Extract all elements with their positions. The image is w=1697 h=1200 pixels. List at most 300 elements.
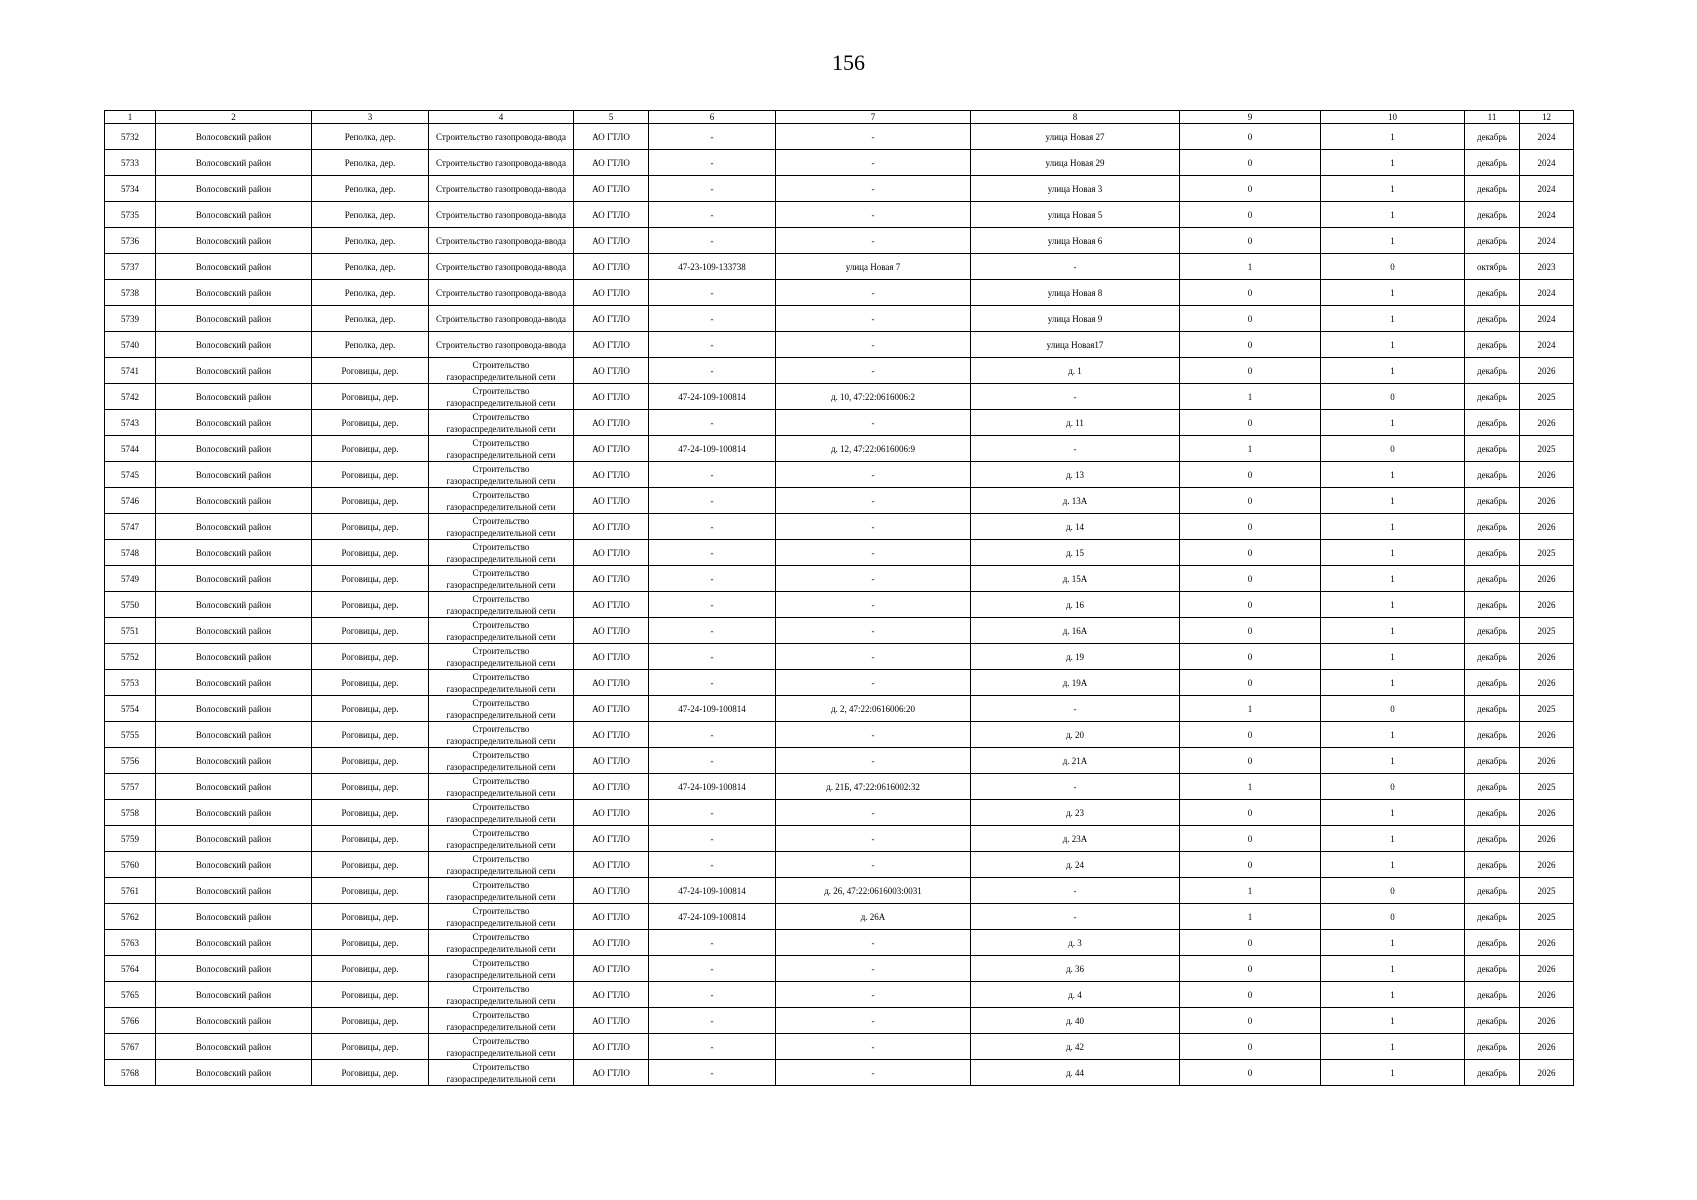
cell-settlement: Роговицы, дер. [312, 462, 429, 488]
cell-address-object: улица Новая 7 [776, 254, 971, 280]
cell-address: улица Новая 29 [971, 150, 1180, 176]
cell-month: декабрь [1465, 150, 1520, 176]
cell-value-b: 1 [1321, 982, 1465, 1008]
cell-address-object: - [776, 150, 971, 176]
table-row [105, 592, 1574, 618]
table-row [105, 566, 1574, 592]
cell-value-a: 0 [1180, 488, 1321, 514]
cell-district: Волосовский район [156, 254, 312, 280]
cell-month: декабрь [1465, 852, 1520, 878]
cell-address: д. 19 [971, 644, 1180, 670]
cell-value-a: 0 [1180, 540, 1321, 566]
table-row [105, 774, 1574, 800]
cell-row-number: 5739 [105, 306, 156, 332]
cell-address-object: - [776, 618, 971, 644]
cell-month: декабрь [1465, 644, 1520, 670]
cell-address-object: - [776, 332, 971, 358]
cell-year: 2026 [1520, 982, 1574, 1008]
cell-project-code: - [649, 150, 776, 176]
cell-district: Волосовский район [156, 644, 312, 670]
cell-project-code: - [649, 852, 776, 878]
cell-address-object: - [776, 202, 971, 228]
column-header: 11 [1465, 111, 1520, 124]
cell-work-type: Строительство газопровода-ввода [429, 254, 574, 280]
table-row [105, 1060, 1574, 1086]
cell-settlement: Роговицы, дер. [312, 592, 429, 618]
cell-value-a: 0 [1180, 1008, 1321, 1034]
cell-year: 2026 [1520, 592, 1574, 618]
cell-month: декабрь [1465, 774, 1520, 800]
cell-year: 2024 [1520, 202, 1574, 228]
cell-year: 2026 [1520, 670, 1574, 696]
table-row [105, 410, 1574, 436]
cell-value-b: 1 [1321, 722, 1465, 748]
cell-row-number: 5758 [105, 800, 156, 826]
cell-project-code: 47-24-109-100814 [649, 436, 776, 462]
cell-month: декабрь [1465, 124, 1520, 150]
cell-work-type: Строительство газораспределительной сети [429, 722, 574, 748]
column-header: 9 [1180, 111, 1321, 124]
cell-year: 2024 [1520, 306, 1574, 332]
table-row [105, 358, 1574, 384]
cell-row-number: 5752 [105, 644, 156, 670]
cell-address-object: д. 21Б, 47:22:0616002:32 [776, 774, 971, 800]
cell-settlement: Роговицы, дер. [312, 488, 429, 514]
cell-year: 2026 [1520, 644, 1574, 670]
cell-value-b: 0 [1321, 774, 1465, 800]
cell-month: декабрь [1465, 722, 1520, 748]
cell-address-object: - [776, 748, 971, 774]
cell-project-code: - [649, 592, 776, 618]
cell-value-a: 0 [1180, 176, 1321, 202]
cell-district: Волосовский район [156, 488, 312, 514]
cell-district: Волосовский район [156, 566, 312, 592]
cell-work-type: Строительство газопровода-ввода [429, 176, 574, 202]
cell-row-number: 5741 [105, 358, 156, 384]
cell-work-type: Строительство газораспределительной сети [429, 982, 574, 1008]
cell-organization: АО ГТЛО [574, 852, 649, 878]
cell-month: декабрь [1465, 670, 1520, 696]
cell-row-number: 5760 [105, 852, 156, 878]
cell-district: Волосовский район [156, 592, 312, 618]
cell-settlement: Роговицы, дер. [312, 1034, 429, 1060]
cell-value-b: 1 [1321, 826, 1465, 852]
cell-organization: АО ГТЛО [574, 618, 649, 644]
cell-settlement: Роговицы, дер. [312, 696, 429, 722]
cell-year: 2026 [1520, 462, 1574, 488]
cell-address-object: д. 10, 47:22:0616006:2 [776, 384, 971, 410]
cell-work-type: Строительство газораспределительной сети [429, 1060, 574, 1086]
cell-value-a: 0 [1180, 592, 1321, 618]
cell-address-object: - [776, 982, 971, 1008]
cell-value-b: 1 [1321, 1034, 1465, 1060]
cell-row-number: 5755 [105, 722, 156, 748]
cell-work-type: Строительство газораспределительной сети [429, 748, 574, 774]
cell-project-code: - [649, 722, 776, 748]
cell-row-number: 5762 [105, 904, 156, 930]
cell-row-number: 5764 [105, 956, 156, 982]
cell-district: Волосовский район [156, 410, 312, 436]
cell-row-number: 5733 [105, 150, 156, 176]
cell-year: 2024 [1520, 176, 1574, 202]
cell-project-code: - [649, 670, 776, 696]
table-row [105, 254, 1574, 280]
cell-address-object: д. 26, 47:22:0616003:0031 [776, 878, 971, 904]
cell-month: декабрь [1465, 306, 1520, 332]
cell-row-number: 5753 [105, 670, 156, 696]
cell-organization: АО ГТЛО [574, 826, 649, 852]
page-number: 156 [832, 50, 865, 75]
cell-address-object: - [776, 800, 971, 826]
cell-work-type: Строительство газопровода-ввода [429, 332, 574, 358]
cell-project-code: - [649, 280, 776, 306]
cell-value-b: 1 [1321, 410, 1465, 436]
register-table [104, 110, 1574, 1086]
cell-work-type: Строительство газораспределительной сети [429, 878, 574, 904]
cell-year: 2024 [1520, 332, 1574, 358]
cell-value-a: 0 [1180, 1060, 1321, 1086]
cell-district: Волосовский район [156, 124, 312, 150]
cell-year: 2025 [1520, 436, 1574, 462]
cell-value-a: 0 [1180, 930, 1321, 956]
cell-organization: АО ГТЛО [574, 306, 649, 332]
cell-organization: АО ГТЛО [574, 566, 649, 592]
cell-district: Волосовский район [156, 670, 312, 696]
cell-district: Волосовский район [156, 800, 312, 826]
cell-month: декабрь [1465, 618, 1520, 644]
cell-value-a: 0 [1180, 800, 1321, 826]
cell-organization: АО ГТЛО [574, 982, 649, 1008]
cell-year: 2024 [1520, 124, 1574, 150]
cell-address: улица Новая 8 [971, 280, 1180, 306]
cell-organization: АО ГТЛО [574, 696, 649, 722]
cell-row-number: 5765 [105, 982, 156, 1008]
cell-month: декабрь [1465, 488, 1520, 514]
cell-project-code: - [649, 748, 776, 774]
cell-value-a: 0 [1180, 644, 1321, 670]
cell-value-a: 0 [1180, 618, 1321, 644]
cell-value-b: 1 [1321, 280, 1465, 306]
cell-project-code: - [649, 176, 776, 202]
cell-value-b: 0 [1321, 904, 1465, 930]
cell-project-code: - [649, 930, 776, 956]
cell-project-code: - [649, 358, 776, 384]
cell-work-type: Строительство газораспределительной сети [429, 774, 574, 800]
cell-work-type: Строительство газораспределительной сети [429, 930, 574, 956]
cell-address-object: д. 26А [776, 904, 971, 930]
table-row [105, 852, 1574, 878]
cell-settlement: Реполка, дер. [312, 228, 429, 254]
table-row [105, 488, 1574, 514]
cell-settlement: Роговицы, дер. [312, 1060, 429, 1086]
cell-month: декабрь [1465, 384, 1520, 410]
cell-value-a: 0 [1180, 462, 1321, 488]
cell-value-a: 0 [1180, 982, 1321, 1008]
cell-value-a: 0 [1180, 410, 1321, 436]
cell-organization: АО ГТЛО [574, 228, 649, 254]
cell-address-object: - [776, 462, 971, 488]
cell-organization: АО ГТЛО [574, 592, 649, 618]
cell-project-code: 47-24-109-100814 [649, 878, 776, 904]
cell-year: 2026 [1520, 410, 1574, 436]
cell-district: Волосовский район [156, 514, 312, 540]
cell-settlement: Роговицы, дер. [312, 566, 429, 592]
cell-address: д. 36 [971, 956, 1180, 982]
cell-project-code: 47-24-109-100814 [649, 696, 776, 722]
cell-project-code: - [649, 306, 776, 332]
cell-settlement: Роговицы, дер. [312, 670, 429, 696]
cell-value-b: 1 [1321, 150, 1465, 176]
cell-address-object: - [776, 514, 971, 540]
cell-settlement: Роговицы, дер. [312, 774, 429, 800]
table-row [105, 124, 1574, 150]
cell-address: д. 4 [971, 982, 1180, 1008]
cell-settlement: Роговицы, дер. [312, 956, 429, 982]
column-header: 1 [105, 111, 156, 124]
cell-year: 2026 [1520, 358, 1574, 384]
cell-row-number: 5734 [105, 176, 156, 202]
cell-district: Волосовский район [156, 202, 312, 228]
cell-year: 2026 [1520, 488, 1574, 514]
cell-address: д. 16А [971, 618, 1180, 644]
cell-district: Волосовский район [156, 358, 312, 384]
cell-year: 2026 [1520, 514, 1574, 540]
cell-organization: АО ГТЛО [574, 748, 649, 774]
cell-settlement: Роговицы, дер. [312, 410, 429, 436]
table-row [105, 280, 1574, 306]
cell-settlement: Реполка, дер. [312, 124, 429, 150]
cell-value-b: 0 [1321, 696, 1465, 722]
cell-settlement: Реполка, дер. [312, 332, 429, 358]
cell-value-a: 0 [1180, 1034, 1321, 1060]
cell-value-a: 0 [1180, 748, 1321, 774]
cell-address: д. 16 [971, 592, 1180, 618]
cell-address: - [971, 436, 1180, 462]
cell-settlement: Роговицы, дер. [312, 826, 429, 852]
cell-address: д. 20 [971, 722, 1180, 748]
cell-organization: АО ГТЛО [574, 150, 649, 176]
cell-value-a: 0 [1180, 852, 1321, 878]
table-row [105, 618, 1574, 644]
cell-address-object: - [776, 722, 971, 748]
cell-address-object: - [776, 670, 971, 696]
cell-address: - [971, 384, 1180, 410]
cell-settlement: Роговицы, дер. [312, 748, 429, 774]
cell-month: декабрь [1465, 800, 1520, 826]
cell-project-code: - [649, 956, 776, 982]
cell-work-type: Строительство газораспределительной сети [429, 540, 574, 566]
cell-month: декабрь [1465, 462, 1520, 488]
cell-organization: АО ГТЛО [574, 514, 649, 540]
cell-address: д. 40 [971, 1008, 1180, 1034]
table-row [105, 826, 1574, 852]
cell-project-code: - [649, 1060, 776, 1086]
cell-organization: АО ГТЛО [574, 332, 649, 358]
cell-district: Волосовский район [156, 306, 312, 332]
cell-work-type: Строительство газораспределительной сети [429, 618, 574, 644]
cell-address: д. 23 [971, 800, 1180, 826]
cell-district: Волосовский район [156, 1034, 312, 1060]
cell-value-b: 1 [1321, 124, 1465, 150]
cell-district: Волосовский район [156, 878, 312, 904]
cell-work-type: Строительство газораспределительной сети [429, 358, 574, 384]
cell-organization: АО ГТЛО [574, 878, 649, 904]
cell-address-object: - [776, 644, 971, 670]
cell-address-object: - [776, 540, 971, 566]
cell-row-number: 5766 [105, 1008, 156, 1034]
cell-address: улица Новая 27 [971, 124, 1180, 150]
cell-address: д. 21А [971, 748, 1180, 774]
cell-project-code: 47-24-109-100814 [649, 904, 776, 930]
cell-value-a: 0 [1180, 306, 1321, 332]
cell-month: декабрь [1465, 930, 1520, 956]
cell-address: улица Новая 9 [971, 306, 1180, 332]
cell-value-b: 1 [1321, 644, 1465, 670]
cell-settlement: Роговицы, дер. [312, 930, 429, 956]
cell-value-b: 0 [1321, 878, 1465, 904]
cell-organization: АО ГТЛО [574, 670, 649, 696]
cell-month: декабрь [1465, 748, 1520, 774]
table-row [105, 228, 1574, 254]
cell-value-a: 0 [1180, 670, 1321, 696]
cell-project-code: - [649, 514, 776, 540]
cell-address: улица Новая 5 [971, 202, 1180, 228]
cell-settlement: Роговицы, дер. [312, 722, 429, 748]
table-row [105, 722, 1574, 748]
cell-settlement: Роговицы, дер. [312, 384, 429, 410]
cell-value-b: 1 [1321, 514, 1465, 540]
cell-organization: АО ГТЛО [574, 436, 649, 462]
cell-project-code: 47-24-109-100814 [649, 774, 776, 800]
cell-address-object: - [776, 1060, 971, 1086]
cell-row-number: 5743 [105, 410, 156, 436]
cell-value-a: 0 [1180, 280, 1321, 306]
cell-settlement: Роговицы, дер. [312, 436, 429, 462]
cell-district: Волосовский район [156, 696, 312, 722]
cell-address: д. 11 [971, 410, 1180, 436]
cell-row-number: 5742 [105, 384, 156, 410]
cell-month: декабрь [1465, 280, 1520, 306]
cell-organization: АО ГТЛО [574, 930, 649, 956]
cell-month: декабрь [1465, 1034, 1520, 1060]
cell-value-a: 0 [1180, 358, 1321, 384]
cell-year: 2024 [1520, 228, 1574, 254]
cell-organization: АО ГТЛО [574, 644, 649, 670]
cell-year: 2026 [1520, 956, 1574, 982]
cell-work-type: Строительство газораспределительной сети [429, 410, 574, 436]
cell-row-number: 5749 [105, 566, 156, 592]
cell-address-object: - [776, 228, 971, 254]
cell-settlement: Реполка, дер. [312, 280, 429, 306]
cell-work-type: Строительство газораспределительной сети [429, 852, 574, 878]
cell-district: Волосовский район [156, 176, 312, 202]
cell-district: Волосовский район [156, 722, 312, 748]
cell-month: декабрь [1465, 566, 1520, 592]
cell-organization: АО ГТЛО [574, 956, 649, 982]
cell-address-object: - [776, 566, 971, 592]
cell-settlement: Роговицы, дер. [312, 618, 429, 644]
cell-work-type: Строительство газопровода-ввода [429, 124, 574, 150]
cell-settlement: Роговицы, дер. [312, 904, 429, 930]
cell-organization: АО ГТЛО [574, 722, 649, 748]
table-row [105, 904, 1574, 930]
cell-address-object: - [776, 852, 971, 878]
table-row [105, 748, 1574, 774]
cell-month: декабрь [1465, 904, 1520, 930]
cell-district: Волосовский район [156, 1008, 312, 1034]
cell-month: декабрь [1465, 956, 1520, 982]
cell-row-number: 5761 [105, 878, 156, 904]
cell-value-a: 0 [1180, 566, 1321, 592]
cell-settlement: Роговицы, дер. [312, 358, 429, 384]
cell-organization: АО ГТЛО [574, 358, 649, 384]
cell-address: д. 44 [971, 1060, 1180, 1086]
cell-project-code: - [649, 332, 776, 358]
cell-work-type: Строительство газораспределительной сети [429, 826, 574, 852]
cell-district: Волосовский район [156, 930, 312, 956]
cell-row-number: 5759 [105, 826, 156, 852]
cell-settlement: Реполка, дер. [312, 254, 429, 280]
cell-work-type: Строительство газопровода-ввода [429, 150, 574, 176]
cell-organization: АО ГТЛО [574, 202, 649, 228]
cell-value-b: 1 [1321, 176, 1465, 202]
cell-district: Волосовский район [156, 748, 312, 774]
cell-value-a: 1 [1180, 904, 1321, 930]
cell-row-number: 5754 [105, 696, 156, 722]
cell-address: улица Новая17 [971, 332, 1180, 358]
cell-project-code: - [649, 410, 776, 436]
cell-organization: АО ГТЛО [574, 124, 649, 150]
cell-row-number: 5750 [105, 592, 156, 618]
cell-row-number: 5751 [105, 618, 156, 644]
column-header: 2 [156, 111, 312, 124]
cell-address-object: - [776, 358, 971, 384]
cell-project-code: - [649, 644, 776, 670]
table-row [105, 202, 1574, 228]
cell-row-number: 5737 [105, 254, 156, 280]
cell-year: 2025 [1520, 540, 1574, 566]
column-header: 5 [574, 111, 649, 124]
cell-value-b: 1 [1321, 592, 1465, 618]
cell-work-type: Строительство газораспределительной сети [429, 956, 574, 982]
cell-district: Волосовский район [156, 228, 312, 254]
cell-value-a: 0 [1180, 722, 1321, 748]
cell-district: Волосовский район [156, 384, 312, 410]
cell-value-a: 0 [1180, 150, 1321, 176]
cell-month: декабрь [1465, 826, 1520, 852]
cell-year: 2025 [1520, 696, 1574, 722]
cell-row-number: 5747 [105, 514, 156, 540]
cell-year: 2026 [1520, 748, 1574, 774]
table-row [105, 982, 1574, 1008]
cell-settlement: Роговицы, дер. [312, 878, 429, 904]
cell-year: 2025 [1520, 878, 1574, 904]
cell-address-object: - [776, 1034, 971, 1060]
cell-value-a: 1 [1180, 436, 1321, 462]
cell-address-object: - [776, 488, 971, 514]
cell-settlement: Реполка, дер. [312, 202, 429, 228]
cell-work-type: Строительство газораспределительной сети [429, 800, 574, 826]
table-row [105, 436, 1574, 462]
cell-district: Волосовский район [156, 332, 312, 358]
cell-work-type: Строительство газопровода-ввода [429, 202, 574, 228]
cell-settlement: Роговицы, дер. [312, 540, 429, 566]
cell-value-a: 0 [1180, 514, 1321, 540]
cell-district: Волосовский район [156, 826, 312, 852]
table-row [105, 384, 1574, 410]
cell-address: д. 14 [971, 514, 1180, 540]
cell-address: д. 13 [971, 462, 1180, 488]
